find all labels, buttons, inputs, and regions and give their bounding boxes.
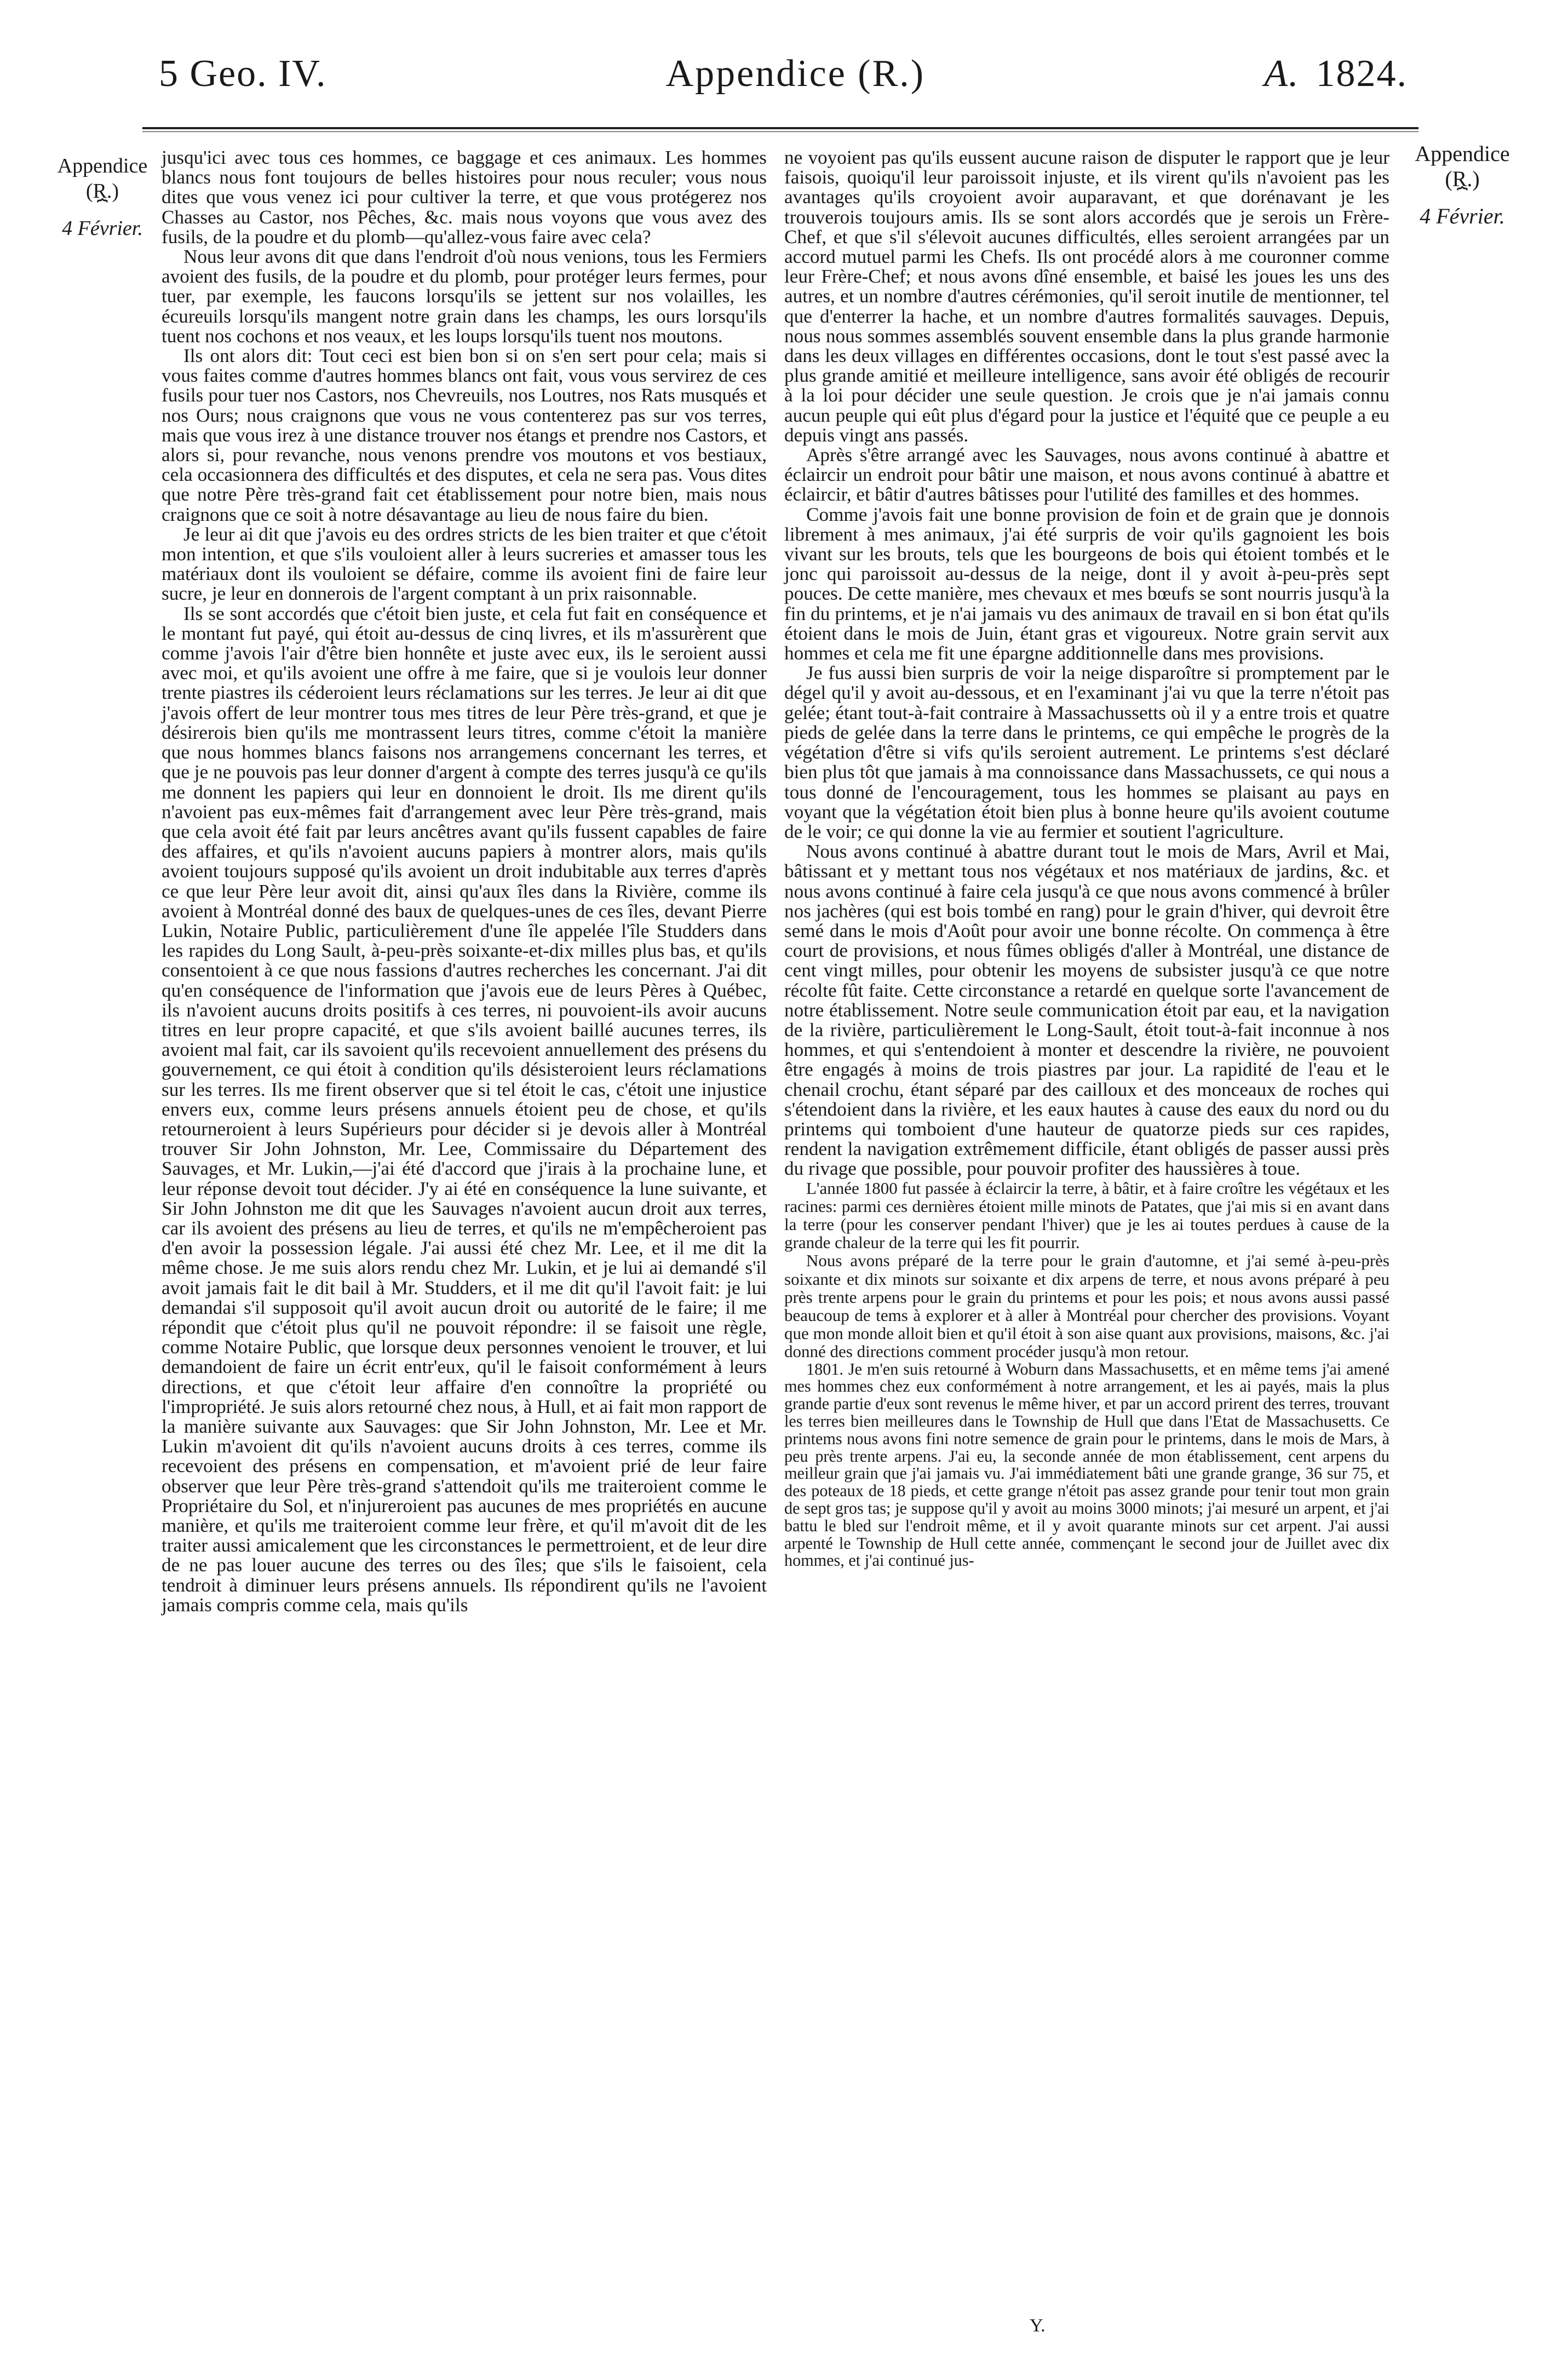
header-session: 5 Geo. IV. (159, 53, 327, 95)
paragraph: Je leur ai dit que j'avois eu des ordres stricts de les bien traiter et que c'étoit mon intention, et que s'ils vouloient aller à leurs sucreries et amasser tous les matériaux dont ils vouloient se défaire, comme ils avoient fini de faire leur sucre, je leur en donnerois de l'argent comptant à un prix raisonnable. (162, 523, 767, 605)
margin-note-right (1394, 141, 1531, 229)
paragraph: Je fus aussi bien surpris de voir la neige disparoître si promptement par le dégel qu'il y avoit au-dessous, et en l'examinant j'ai vu que la terre n'étoit pas gelée; étant tout-à-fait contraire à Massachussetts où il y a entre trois et quatre pieds de gelée dans la terre dans le printems, ce qui empêche le progrès de la végétation d'être si vifs qu'ils seroient autrement. Le printems s'est déclaré bien plus tôt que jamais à ma connoissance dans Massachussets, ce qui nous a tous donné de l'encouragement, tous les hommes se plaisant au pays en voyant que la végétation étoit bien plus à bonne heure qu'ils avoient coutume de le voir; ce qui donne la vie au fermier et soutient l'agriculture. (784, 662, 1389, 842)
header-rule (142, 127, 1418, 129)
brace-icon: ⏞ (1456, 187, 1468, 208)
signature-mark: Y. (1030, 2316, 1046, 2336)
brace-icon: ⏞ (96, 199, 108, 220)
header-title: Appendice (R.) (665, 53, 926, 95)
paragraph: 1801. Je m'en suis retourné à Woburn dans Massachusetts, et en même tems j'ai amené mes hommes chez eux conformément à notre arrangement, et les ai payés, mais la plus grande partie d'eux sont revenus le même hiver, et par un accord prirent des terres, trouvant les terres bien meilleures dans le Township de Hull que dans l'Etat de Massachusetts. Ce printems nous avons fini notre semence de grain pour le printems, dans le mois de Mars, à peu près trente arpens. J'ai eu, la seconde année de mon établissement, cent arpens du meilleur grain que j'ai jamais vu. J'ai immédiatement bâti une grande grange, 36 sur 75, et des poteaux de 18 pieds, et cette grange n'étoit pas assez grande pour tenir tout mon grain de sept gros tas; je suppose qu'il y avoit au moins 3000 minots; j'ai mesuré un arpent, et j'ai battu le bled sur l'endroit même, et il y avoit quarante minots sur cet arpent. J'ai aussi arpenté le Township de Hull cette année, commençant le second jour de Juillet avec dix hommes, et j'ai continué jus- (784, 1359, 1389, 1570)
header-rule-thin (142, 131, 1418, 132)
paragraph: jusqu'ici avec tous ces hommes, ce baggage et ces animaux. Les hommes blancs nous font toujours de belles histoires pour nous reculer; vous nous dites que vous venez ici pour cultiver la terre, et que vous protégerez nos Chasses au Castor, nos Pêches, &c. mais nous voyons que vous avez des fusils, de la poudre et du plomb—qu'allez-vous faire avec cela? (162, 147, 767, 248)
margin-right-sub: (R.) (1445, 166, 1480, 191)
column-right (784, 148, 1389, 1570)
page-header (159, 52, 1408, 112)
margin-left-title: Appendice (57, 154, 148, 177)
header-letter: A. (1264, 53, 1300, 95)
margin-left-date: 4 Février. (62, 217, 143, 240)
paragraph: Nous avons préparé de la terre pour le grain d'automne, et j'ai semé à-peu-près soixante et dix minots sur soixante et dix arpens de terre, et nous avons préparé à peu près trente arpens pour le grain du printems et pour les pois; et nous avons aussi passé beaucoup de tems à explorer et à aller à Montréal pour chercher des provisions. Voyant que mon monde alloit bien et qu'il étoit à son aise quant aux provisions, maisons, &c. j'ai donné des directions comment procéder jusqu'à mon retour. (784, 1251, 1389, 1361)
header-ref (1264, 52, 1408, 96)
paragraph: ne voyoient pas qu'ils eussent aucune raison de disputer le rapport que je leur faisois, quoiqu'il leur paroissoit injuste, et ils virent qu'ils n'avoient pas les avantages qu'ils croyoient avoir auparavant, et que dorénavant je les trouverois toujours amis. Ils se sont alors accordés que je serois un Frère-Chef, et que s'il s'élevoit aucunes difficultés, elles seroient arrangées par un accord mutuel parmi les Chefs. Ils ont procédé alors à me couronner comme leur Frère-Chef; et nous avons dîné ensemble, et baisé les joues les uns des autres, et un nombre d'autres cérémonies, qu'il seroit inutile de mentionner, tel que d'enterrer la hache, et un nombre d'autres formalités sauvages. Depuis, nous nous sommes assemblés souvent ensemble dans la plus grande harmonie dans les deux villages en différentes occasions, dont le tout s'est passé avec la plus grande amitié et meilleure intelligence, sans avoir été obligés de recourir à la loi pour décider une seule question. Je crois que je n'ai jamais connu aucun peuple qui eût plus d'égard pour la justice et l'équité que ce peuple a eu depuis vingt ans passés. (784, 147, 1389, 446)
paragraph: Nous leur avons dit que dans l'endroit d'où nous venions, tous les Fermiers avoient des fusils, de la poudre et du plomb, pour protéger leurs fermes, pour tuer, par exemple, les faucons lorsqu'ils se jettent sur nos volailles, les écureuils lorsqu'ils mangent notre grain dans les champs, les ours lorsqu'ils tuent nos cochons et nos veaux, et les loups lorsqu'ils tuent nos moutons. (162, 246, 767, 347)
margin-right-date: 4 Février. (1420, 204, 1505, 228)
paragraph: Après s'être arrangé avec les Sauvages, nous avons continué à abattre et éclaircir un endroit pour bâtir une maison, et nous avons continué à abattre et éclaircir, et bâtir d'autres bâtisses pour l'utilité des familles et des hommes. (784, 444, 1389, 505)
paragraph: L'année 1800 fut passée à éclaircir la terre, à bâtir, et à faire croître les végétaux et les racines: parmi ces dernières étoient mille minots de Patates, que j'ai mis si en avant dans la terre (pour les conserver pendant l'hiver) que je les ai toutes perdues à cause de la grande chaleur de la terre qui les fit pourrir. (784, 1178, 1389, 1253)
paragraph: Nous avons continué à abattre durant tout le mois de Mars, Avril et Mai, bâtissant et y mettant tous nos végétaux et nos matériaux de jardins, &c. et nous avons continué à faire cela jusqu'à ce que nous avons commencé à brûler nos jachères (qui est bois tombé en rang) pour le grain d'hiver, qui devroit être semé dans le mois d'Août pour avoir une bonne récolte. On commença à être court de provisions, et nous fûmes obligés d'aller à Montréal, une distance de cent vingt milles, pour obtenir les moyens de subsister jusqu'à ce que notre récolte fût faite. Cette circonstance a retardé en quelque sorte l'avancement de notre établissement. Notre seule communication étoit par eau, et la navigation de la rivière, particulièrement le Long-Sault, étoit tout-à-fait inconnue à nos hommes, et qui s'entendoient à monter et descendre la rivière, ne pouvoient être engagés à moins de trois piastres par jour. La rapidité de l'eau et le chenail crochu, étant séparé par des cailloux et des monceaux de roches qui s'étendoient dans la rivière, et les eaux hautes à cause des eaux du nord ou du printems qui tomboient d'une hauteur de quatorze pieds sur ces rapides, rendent la navigation extrêmement difficile, étant obligés de passer aussi près du rivage que possible, pour pouvoir profiter des haussières à toue. (784, 841, 1389, 1180)
header-year: 1824. (1316, 53, 1408, 95)
paragraph: Ils ont alors dit: Tout ceci est bien bon si on s'en sert pour cela; mais si vous faites comme d'autres hommes blancs ont fait, vous vous servirez de ces fusils pour tuer nos Castors, nos Chevreuils, nos Loutres, nos Rats musqués et nos Ours; nous craignons que vous ne vous contenterez pas sur vos terres, mais que vous irez à une distance trouver nos étangs et prendre nos Castors, et alors si, pour revanche, nous venons prendre vos moutons et vos bestiaux, cela occasionnera des difficultés et des disputes, et cela ne sera pas. Vous dites que notre Père très-grand fait cet établissement pour notre bien, mais nous craignons que ce soit à notre désavantage au lieu de nous faire du bien. (162, 345, 767, 525)
paragraph: Ils se sont accordés que c'étoit bien juste, et cela fut fait en conséquence et le montant fut payé, qui étoit au-dessus de cinq livres, et ils m'assurèrent que comme j'avois l'air d'être bien honnête et juste avec eux, ils le seroient aussi avec moi, et qu'ils avoient une offre à me faire, que si je voulois leur donner trente piastres ils céderoient leurs réclamations sur les terres. Je leur ai dit que j'avois offert de leur montrer tous mes titres de leur Père très-grand, et que je désirerois bien qu'ils me montrassent leurs titres, comme c'étoit la manière que nous hommes blancs faisons nos arrangemens concernant les terres, et que je ne pouvois pas leur donner d'argent à compte des terres jusqu'à ce qu'ils me donnent les papiers qui leur en donnoient le droit. Ils me dirent qu'ils n'avoient pas eux-mêmes fait d'arrangement avec leur Père très-grand, mais que cela avoit été fait par leurs ancêtres avant qu'ils fussent capables de faire des affaires, et qu'ils n'avoient aucuns papiers à montrer alors, mais qu'ils avoient toujours supposé qu'ils avoient un droit indubitable aux terres d'après ce que leur Père leur avoit dit, ainsi qu'aux îles dans la Rivière, comme ils avoient à Montréal donné des baux de quelques-unes de ces îles, devant Pierre Lukin, Notaire Public, particulièrement d'une île appelée l'île Studders dans les rapides du Long Sault, à-peu-près soixante-et-dix milles plus bas, et qu'ils consentoient à ce que nous fassions d'autres recherches les concernant. J'ai dit qu'en conséquence de l'information que j'avois eue de leurs Pères à Québec, ils n'avoient aucuns droits positifs à ces terres, ni pouvoient-ils avoir aucuns titres en leur propre capacité, et que s'ils avoient baillé aucunes terres, ils avoient mal fait, car ils savoient qu'ils recevoient annuellement des présens du gouvernement, ce qui étoit à condition qu'ils désisteroient leurs réclamations sur les terres. Ils me firent observer que si tel étoit le cas, c'étoit une injustice envers eux, comme leurs présens annuels étoient peu de chose, et qu'ils retourneroient à leurs Supérieurs pour décider si je devois aller à Montréal trouver Sir John Johnston, Mr. Lee, Commissaire du Département des Sauvages, et Mr. Lukin,—j'ai été d'accord que j'irais à la prochaine lune, et leur réponse devoit tout décider. J'y ai été en conséquence la lune suivante, et Sir John Johnston me dit que les Sauvages n'avoient aucun droit aux terres, car ils avoient des présens au lieu de terres, et qu'ils ne m'empêcheroient pas d'en avoir la possession légale. J'ai aussi été chez Mr. Lee, et il me dit la même chose. Je me suis alors rendu chez Mr. Lukin, et je lui ai demandé s'il avoit jamais fait le dit bail à Mr. Studders, et il me dit qu'il l'avoit fait: je lui demandai s'il supposoit qu'il avoit aucun droit ou autorité de le faire; il me répondit que c'étoit plus qu'il ne pouvoit répondre: il se faisoit une règle, comme Notaire Public, que lorsque deux personnes venoient le trouver, et lui demandoient de faire un écrit entr'eux, qu'il le faisoit conformément à leurs directions, et que c'étoit leur affaire d'en connoître la propriété ou l'impropriété. Je suis alors retourné chez nous, à Hull, et ai fait mon rapport de la manière suivante aux Sauvages: que Sir John Johnston, Mr. Lee et Mr. Lukin m'avoient dit qu'ils n'avoient aucuns droits à ces terres, comme ils recevoient des présens en compensation, et m'avoient prié de leur faire observer que leur Père très-grand s'attendoit qu'ils me traiteroient comme le Propriétaire du Sol, et n'injureroient pas aucunes de mes propriétés en aucune manière, et qu'ils me traiteroient comme leur frère, et qu'il m'avoit dit de les traiter aussi amicalement que les circonstances le permettroient, et de leur dire de ne pas louer aucune des terres ou des îles; que s'ils le faisoient, cela tendroit à diminuer leurs présens annuels. Ils répondirent qu'ils ne l'avoient jamais compris comme cela, mais qu'ils (162, 602, 767, 1616)
margin-note-left (50, 153, 154, 241)
margin-right-title: Appendice (1415, 141, 1510, 166)
margin-left-sub: (R.) (85, 180, 119, 203)
column-left (162, 148, 767, 1615)
paragraph: Comme j'avois fait une bonne provision de foin et de grain que je donnois librement à mes animaux, j'ai été surpris de voir qu'ils gagnoient les bois vivant sur les brouts, tels que les bourgeons de bois qui étoient tombés et le jonc qui paroissoit au-dessus de la neige, dont il y avoit à-peu-près sept pouces. De cette manière, mes chevaux et mes bœufs se sont nourris jusqu'à la fin du printems, et je n'ai jamais vu des animaux de travail en si bon état qu'ils étoient dans le mois de Juin, étant gras et vigoureux. Notre grain servit aux hommes et cela me fit une épargne additionnelle dans mes provisions. (784, 503, 1389, 664)
